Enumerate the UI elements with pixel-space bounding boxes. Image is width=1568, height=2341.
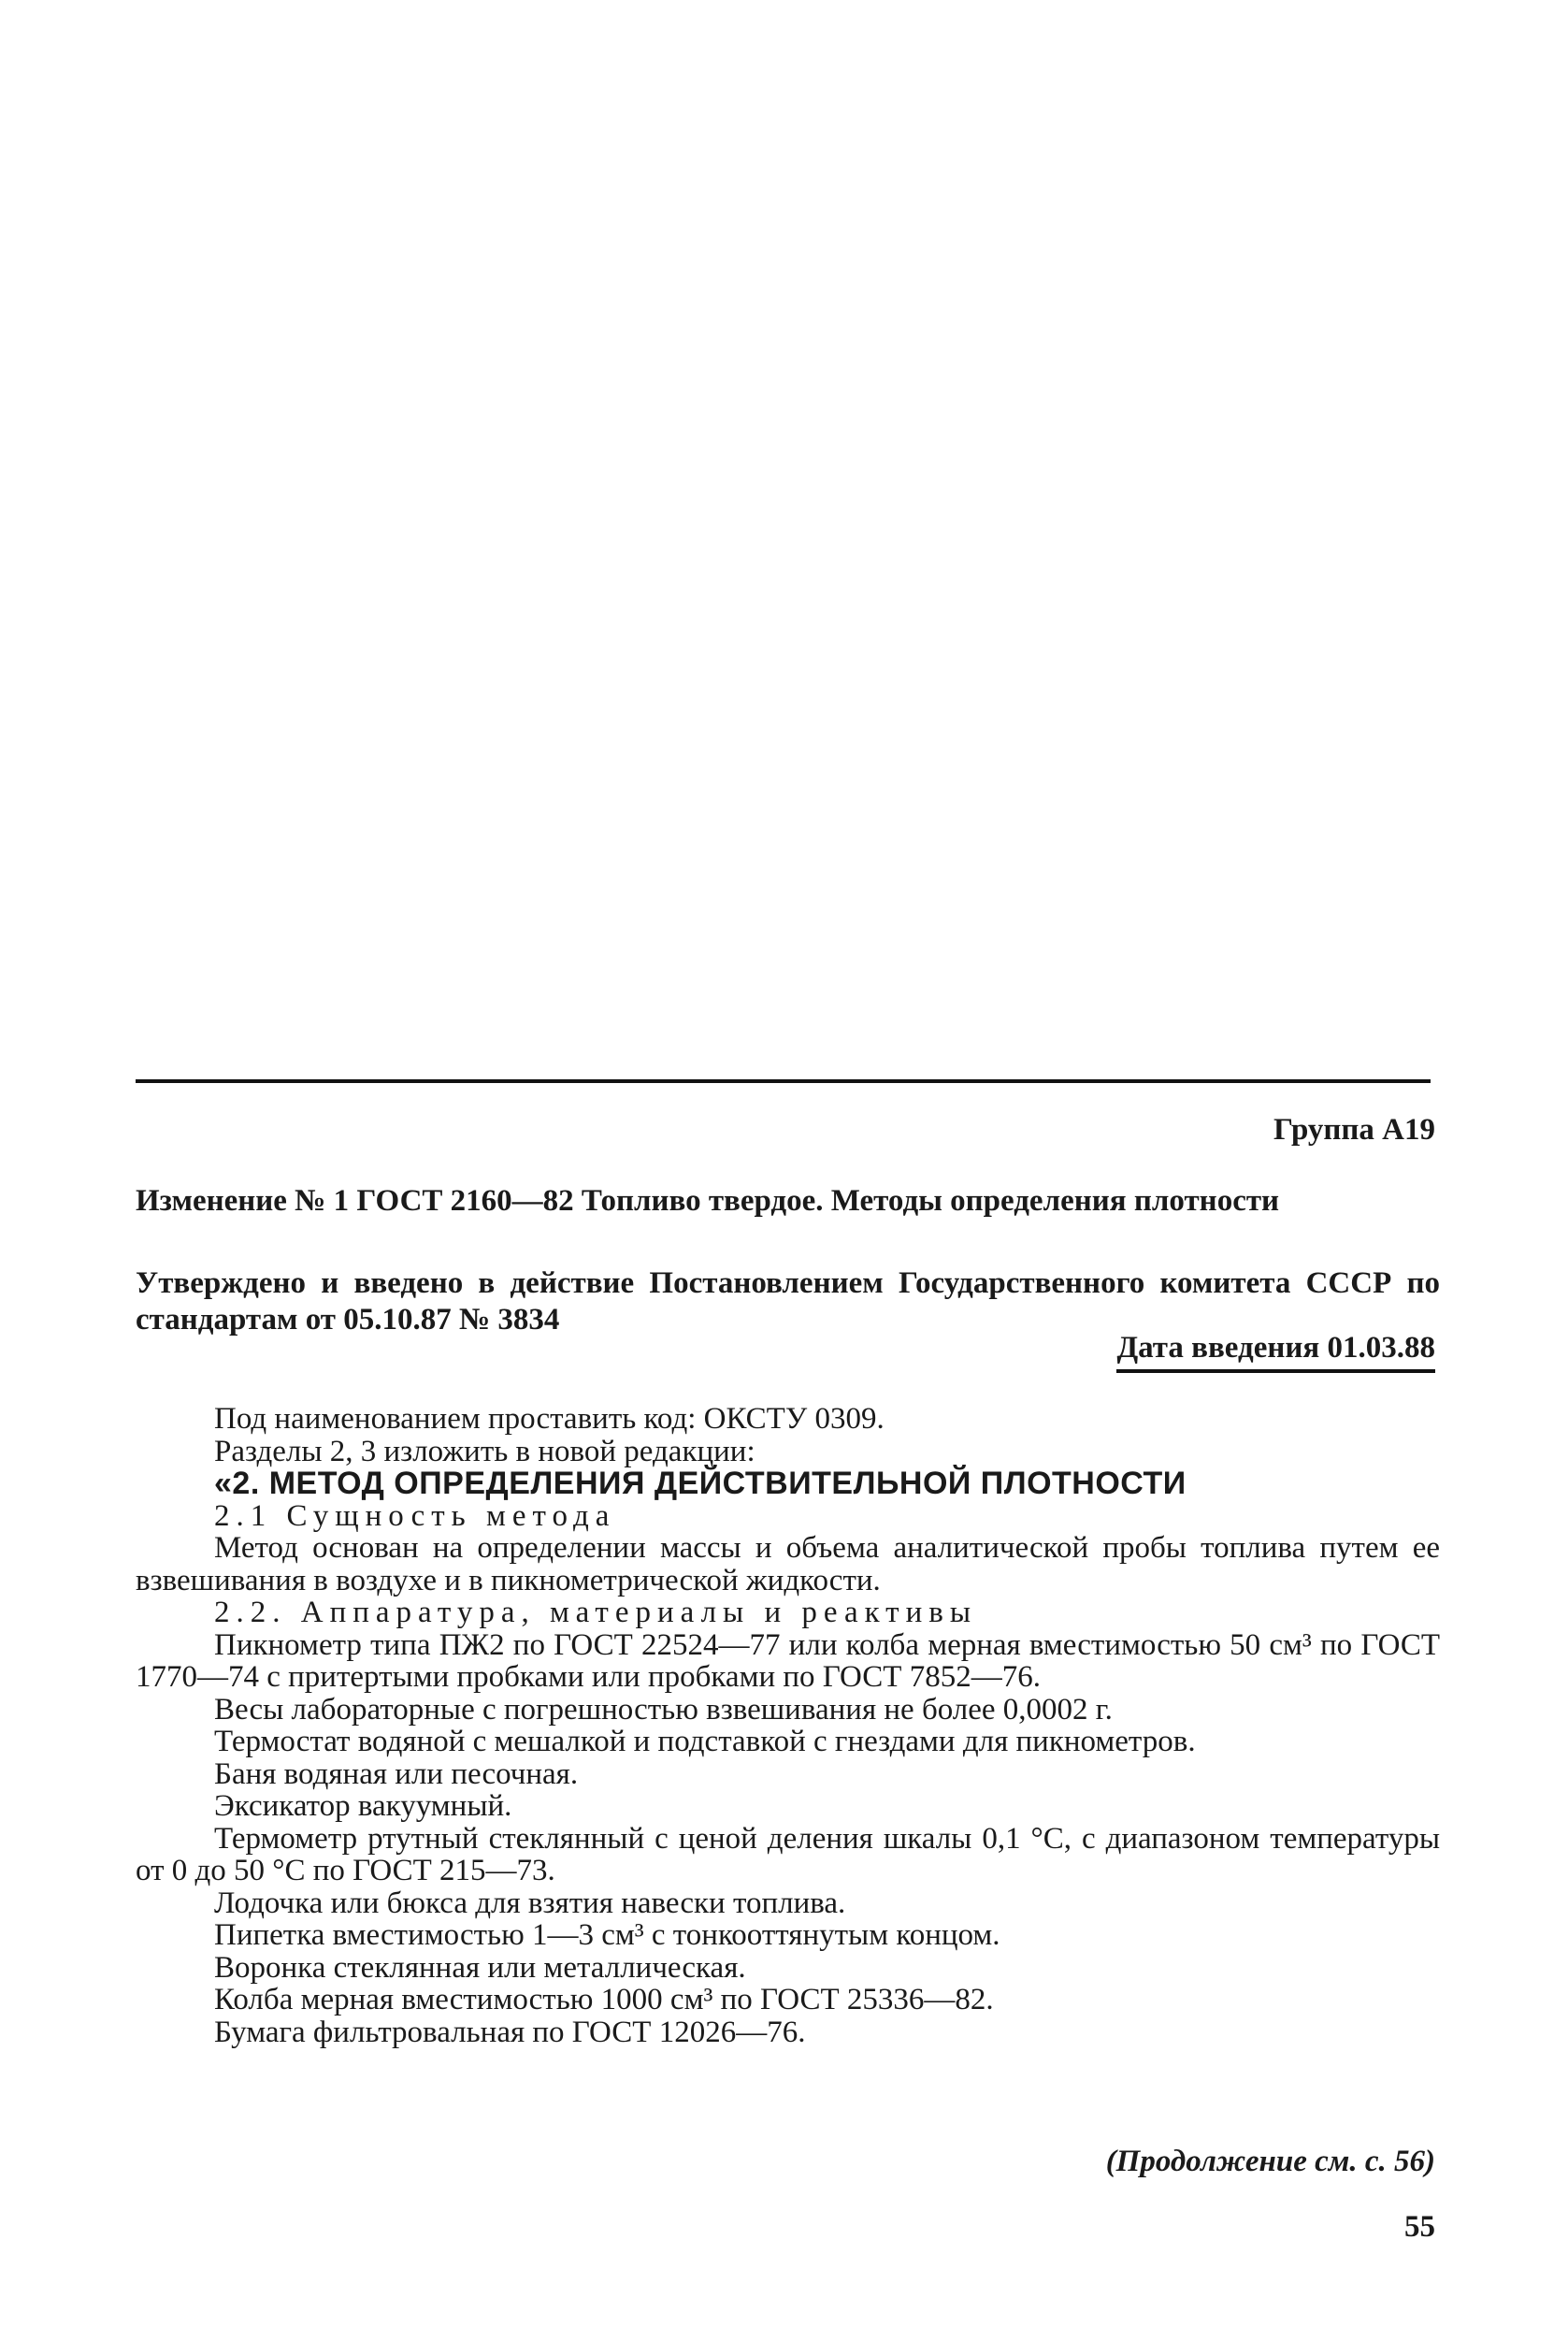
section-heading: «2. МЕТОД ОПРЕДЕЛЕНИЯ ДЕЙСТВИТЕЛЬНОЙ ПЛОТНОСТИ — [214, 1466, 1187, 1501]
subsection-2-1-title: 2.1 Сущность метода — [214, 1498, 616, 1533]
list-item: Весы лабораторные с погрешностью взвешивания не более 0,0002 г. — [214, 1692, 1113, 1727]
paragraph-sections: Разделы 2, 3 изложить в новой редакции: — [214, 1434, 755, 1468]
list-item: Баня водяная или песочная. — [214, 1756, 579, 1791]
list-item: Термометр ртутный стеклянный с ценой деления шкалы 0,1 °С, с диапазоном температуры от 0 до 50 °С по ГОСТ 215—73. — [136, 1821, 1440, 1887]
list-item: Бумага фильтровальная по ГОСТ 12026—76. — [214, 2015, 806, 2049]
top-rule — [136, 1079, 1431, 1083]
document-body — [136, 1403, 1440, 2048]
continuation-note: (Продолжение см. с. 56) — [1105, 2145, 1435, 2178]
paragraph-code: Под наименованием проставить код: ОКСТУ 0309. — [214, 1402, 885, 1436]
subsection-2-2-title: 2.2. Аппаратура, материалы и реактивы — [214, 1596, 978, 1629]
subsection-2-1-text: Метод основан на определении массы и объема аналитической пробы топлива путем ее взвешивания в воздухе и в пикнометрической жидкости. — [136, 1531, 1440, 1597]
approval-text: Утверждено и введено в действие Постановлением Государственного комитета СССР по стандартам от 05.10.87 № 3834 — [136, 1266, 1440, 1337]
effective-date: Дата введения 01.03.88 — [1116, 1331, 1435, 1373]
list-item: Пикнометр типа ПЖ2 по ГОСТ 22524—77 или колба мерная вместимостью 50 см³ по ГОСТ 1770—74 с притертыми пробками или пробками по ГОСТ 7852—76. — [136, 1627, 1440, 1694]
list-item: Термостат водяной с мешалкой и подставкой с гнездами для пикнометров. — [214, 1725, 1196, 1758]
list-item: Лодочка или бюкса для взятия навески топлива. — [214, 1886, 846, 1920]
list-item: Пипетка вместимостью 1—3 см³ с тонкооттянутым концом. — [214, 1918, 1000, 1952]
list-item: Колба мерная вместимостью 1000 см³ по ГОСТ 25336—82. — [214, 1983, 994, 2016]
group-label: Группа А19 — [1273, 1113, 1435, 1147]
change-title: Изменение № 1 ГОСТ 2160—82 Топливо твердое. Методы определения плотности — [136, 1184, 1280, 1218]
page-number: 55 — [1404, 2210, 1435, 2244]
list-item: Воронка стеклянная или металлическая. — [214, 1950, 746, 1985]
list-item: Эксикатор вакуумный. — [214, 1789, 512, 1823]
